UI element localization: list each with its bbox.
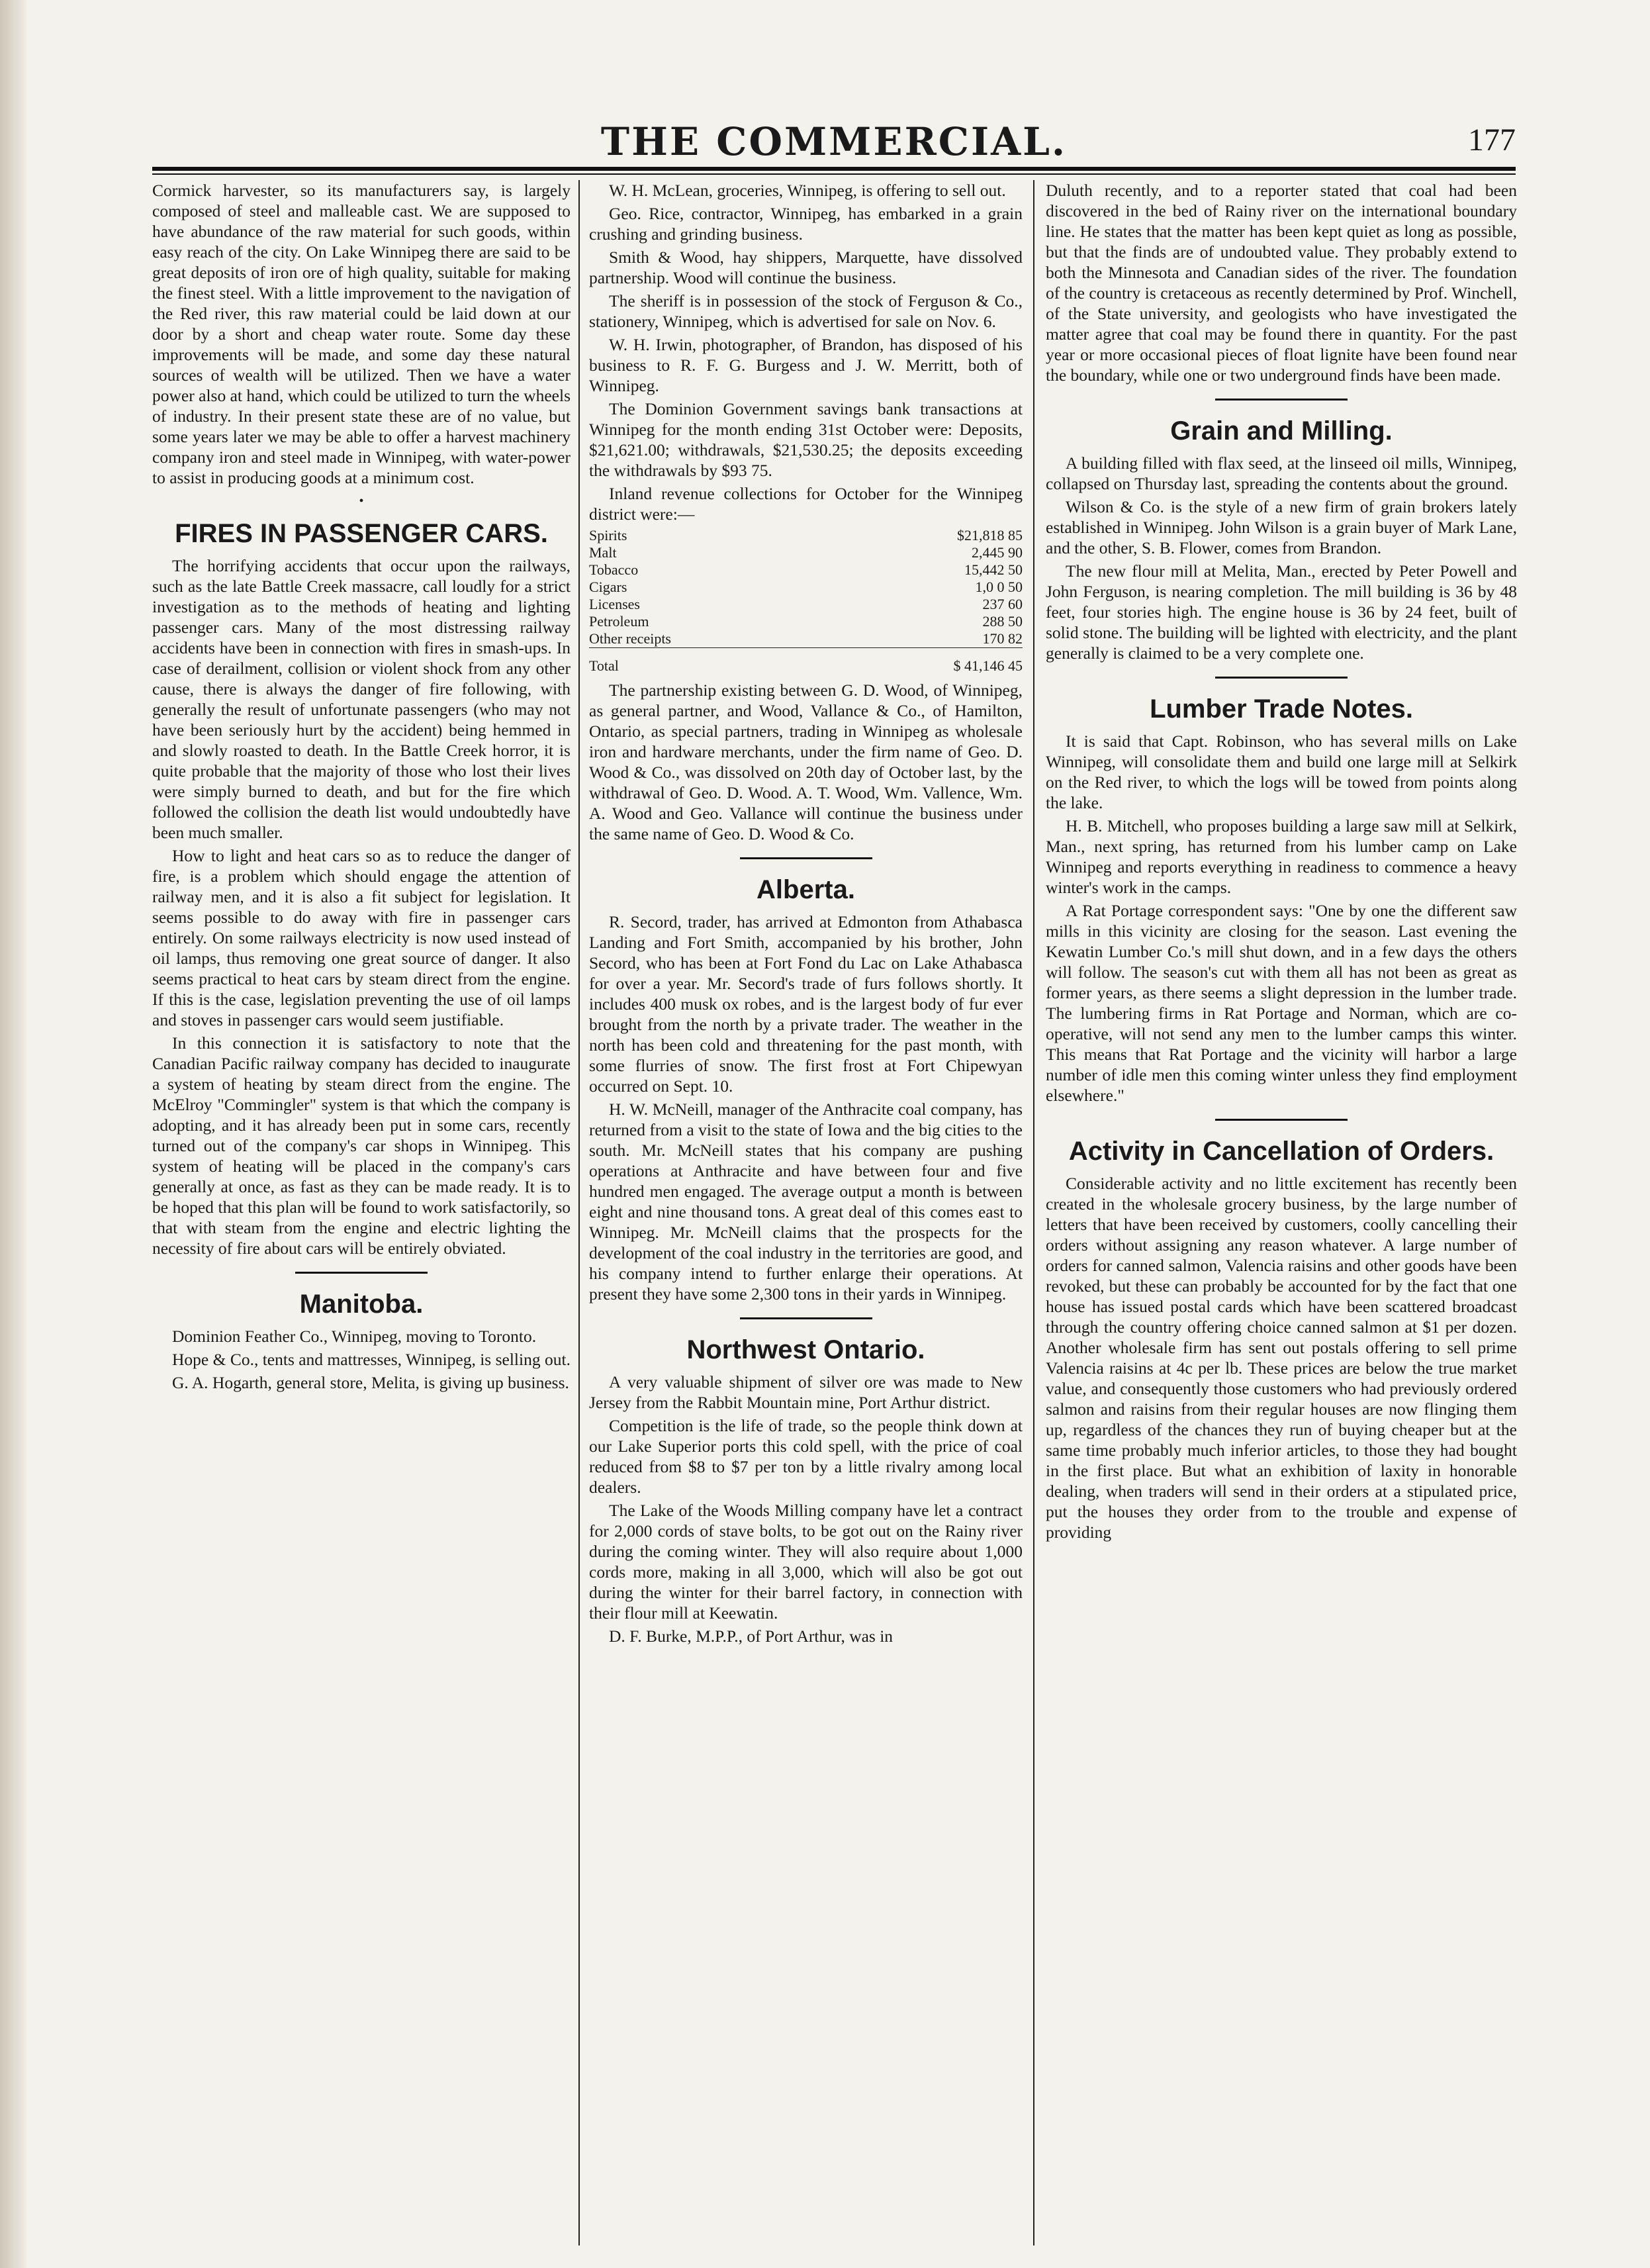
revenue-value: 2,445 90 — [972, 544, 1023, 561]
activity-paragraph-1: Considerable activity and no little excitement has recently been created in the wholesale grocery business, by the large number of letters that have been received by customers, coolly cancelling their orders without assigning any reason whatever. A large number of orders for canned salmon, Valencia raisins and other goods have been revoked, but these can probably be accounted for by the fact that one house has issued postal cards which have been scattered broadcast through the country offering choice canned salmon at $1 per dozen. Another wholesale firm has sent out postals offering to sell prime Valencia raisins at 4c per lb. These prices are below the true market value, and consequently those customers who had previously ordered salmon and raisins from their regular houses are now flinging them up, regardless of the chances they run of buying cheaper but at the same time probably much inferior articles, to those they had bought in the first place. But what an exhibition of laxity in honorable dealing, when traders will send in their orders at a stipulated price, put the houses they order from to the trouble and expense of providing — [1046, 1174, 1517, 1542]
header-rule — [152, 167, 1516, 175]
revenue-row — [589, 561, 1023, 579]
lumber-paragraph-1: It is said that Capt. Robinson, who has several mills on Lake Winnipeg, will consolidate them and build one large mill at Selkirk on the Red river, to which the logs will be towed from points along the lake. — [1046, 732, 1517, 812]
alberta-heading: Alberta. — [756, 875, 855, 904]
business-item: W. H. Irwin, photographer, of Brandon, has disposed of his business to R. F. G. Burgess and J. W. Merritt, both of Winnipeg. — [589, 335, 1023, 395]
fires-paragraph-1: The horrifying accidents that occur upon the railways, such as the late Battle Creek massacre, call loudly for a strict investigation as to the methods of heating and lighting passenger cars. Many of the most distressing railway accidents have been in connection with fires in smash-ups. In case of derailment, collision or violent shock from any other cause, there is always the danger of fire following, with generally the result of unfortunate passengers (who may not have been seriously hurt by the accident) being hemmed in and slowly roasted to death. In the Battle Creek horror, it is quite probable that the majority of those who lost their lives were simply burned to death, and but for the fire which followed the collision the death list would undoubtedly have been much smaller. — [152, 556, 571, 842]
section-divider — [589, 851, 1023, 864]
revenue-label: Cigars — [589, 579, 627, 595]
revenue-label: Licenses — [589, 596, 640, 612]
grain-paragraph-3: The new flour mill at Melita, Man., erected by Peter Powell and John Ferguson, is nearing completion. The mill building is 36 by 48 feet, four stories high. The engine house is 36 by 24 feet, built of solid stone. The building will be lighted with electricity, and the plant generally is claimed to be a very complete one. — [1046, 561, 1517, 663]
partnership-notice: The partnership existing between G. D. Wood, of Winnipeg, as general partner, and Wood, Vallance & Co., of Hamilton, Ontario, as special partners, trading in Winnipeg as wholesale iron and hardware merchants, under the firm name of Geo. D. Wood & Co., was dissolved on 20th day of October last, by the withdrawal of Geo. D. Wood. A. T. Wood, Wm. Vallence, Wm. A. Wood and Geo. Vallance will continue the business under the same name of Geo. D. Wood & Co. — [589, 681, 1023, 843]
nwo-paragraph-1: A very valuable shipment of silver ore was made to New Jersey from the Rabbit Mountain mine, Port Arthur district. — [589, 1372, 1023, 1412]
revenue-row — [589, 630, 1023, 648]
section-divider — [1046, 392, 1517, 405]
section-divider — [589, 1311, 1023, 1324]
column-1 — [152, 180, 571, 2245]
business-item: The Dominion Government savings bank transactions at Winnipeg for the month ending 31st October were: Deposits, $21,621.00; withdrawals, $21,530.25; the deposits exceeding the withdrawals by $93 75. — [589, 399, 1023, 480]
grain-paragraph-2: Wilson & Co. is the style of a new firm of grain brokers lately established in Winnipeg. John Wilson is a grain buyer of Mark Lane, and the other, S. B. Flower, comes from Brandon. — [1046, 497, 1517, 557]
northwest-ontario-heading: Northwest Ontario. — [686, 1335, 925, 1364]
nwo-paragraph-2: Competition is the life of trade, so the people think down at our Lake Superior ports this cold spell, with the price of coal reduced from $8 to $7 per ton by a little rivalry among local dealers. — [589, 1416, 1023, 1497]
grain-heading: Grain and Milling. — [1170, 416, 1393, 446]
revenue-label: Malt — [589, 544, 617, 561]
revenue-total-label: Total — [589, 648, 824, 675]
revenue-value: 237 60 — [982, 596, 1023, 612]
manitoba-item: Hope & Co., tents and mattresses, Winnipeg, is selling out. — [172, 1350, 571, 1369]
revenue-value: 288 50 — [982, 613, 1023, 630]
manitoba-heading: Manitoba. — [299, 1290, 424, 1319]
column-rule-2 — [1033, 180, 1034, 2245]
manitoba-item: Dominion Feather Co., Winnipeg, moving to Toronto. — [172, 1327, 537, 1346]
column-3 — [1046, 180, 1517, 2245]
revenue-label: Tobacco — [589, 561, 639, 578]
revenue-value: 15,442 50 — [964, 561, 1023, 578]
duluth-paragraph: Duluth recently, and to a reporter stated that coal had been discovered in the bed of Rainy river on the international boundary line. He states that the matter has been kept quiet as long as possible, but that the finds are of undoubted value. They probably extend to both the Minnesota and Canadian sides of the river. The foundation of the country is cretaceous as recently determined by Prof. Winchell, of the State university, and geologists who have investigated the matter agree that coal may be found there in quantity. For the past year or more occasional pieces of float lignite have been found near the boundary, while one or two underground finds have been made. — [1046, 181, 1517, 385]
fires-heading: FIRES IN PASSENGER CARS. — [175, 519, 548, 548]
alberta-paragraph-1: R. Secord, trader, has arrived at Edmonton from Athabasca Landing and Fort Smith, accompanied by his brother, John Secord, who has been at Fort Fond du Lac on Lake Athabasca for over a year. Mr. Secord's trade of furs follows shortly. It includes 400 musk ox robes, and is the largest body of fur ever brought from the north by a private trader. The weather in the north has been cold and threatening for the past month, with some flurries of snow. The first frost at Fort Chipewyan occurred on Sept. 10. — [589, 912, 1023, 1096]
page-binding-edge — [0, 0, 26, 2268]
business-item: The sheriff is in possession of the stock of Ferguson & Co., stationery, Winnipeg, which is advertised for sale on Nov. 6. — [589, 291, 1023, 331]
business-item: W. H. McLean, groceries, Winnipeg, is offering to sell out. — [609, 181, 1006, 200]
revenue-label: Spirits — [589, 527, 627, 543]
page-header — [152, 113, 1516, 164]
business-item: Inland revenue collections for October for the Winnipeg district were:— — [589, 484, 1023, 524]
page-number: 177 — [1468, 122, 1516, 158]
revenue-value: 1,0 0 50 — [975, 579, 1023, 595]
manitoba-item: G. A. Hogarth, general store, Melita, is giving up business. — [172, 1373, 569, 1392]
revenue-row — [589, 596, 1023, 613]
section-divider: • — [359, 494, 364, 508]
column-2 — [589, 180, 1023, 2245]
alberta-paragraph-2: H. W. McNeill, manager of the Anthracite coal company, has returned from a visit to the state of Iowa and the big cities to the south. Mr. McNeill states that his company are pushing operations at Anthracite and have between four and five hundred men engaged. The average output a month is between eight and nine thousand tons. A great deal of this comes east to Winnipeg. Mr. McNeill claims that the prospects for the development of the coal industry in the territories are good, and his company intend to further enlarge their operations. At present they have some 2,300 tons in their yards in Winnipeg. — [589, 1100, 1023, 1303]
grain-paragraph-1: A building filled with flax seed, at the linseed oil mills, Winnipeg, collapsed on Thursday last, spreading the contents about the ground. — [1046, 453, 1517, 493]
masthead: THE COMMERCIAL. — [600, 119, 1068, 164]
nwo-paragraph-4: D. F. Burke, M.P.P., of Port Arthur, was in — [609, 1627, 894, 1646]
lumber-paragraph-3: A Rat Portage correspondent says: "One by one the different saw mills in this vicinity are closing for the season. Last evening the Kewatin Lumber Co.'s mill shut down, and in a few days the others will follow. The season's cut with them all has not been as great as former years, as there seems a slight depression in the lumber trade. The lumbering firms in Rat Portage and Norman, which are co-operative, will not send any men to the lumber camps this winter. This means that Rat Portage and the vicinity will harbor a large number of idle men this coming winter unless they find employment elsewhere." — [1046, 901, 1517, 1105]
revenue-label: Other receipts — [589, 630, 671, 647]
revenue-row — [589, 613, 1023, 630]
lumber-paragraph-2: H. B. Mitchell, who proposes building a large saw mill at Selkirk, Man., next spring, has returned from his lumber camp on Lake Winnipeg and reports everything in readiness to commence a heavy winter's work in the camps. — [1046, 816, 1517, 897]
intro-paragraph: Cormick harvester, so its manufacturers say, is largely composed of steel and malleable cast. We are supposed to have abundance of the raw material for such goods, within easy reach of the city. On Lake Winnipeg there are said to be great deposits of iron ore of high quality, suitable for making the finest steel. With a little improvement to the navigation of the Red river, this raw material could be laid down at our door by a short and cheap water route. Some day these improvements will be made, and some day these natural sources of wealth will be utilized. Then we have a water power also at hand, which could be utilized to turn the wheels of industry. In their present state these are of no value, but some years later we may be able to offer a harvest machinery company iron and steel made in Winnipeg, with water-power to assist in producing goods at a minimum cost. — [152, 181, 571, 487]
revenue-total-value: $ 41,146 45 — [824, 648, 1023, 675]
column-rule-1 — [578, 180, 580, 2245]
revenue-value: 170 82 — [982, 630, 1023, 647]
revenue-total-row — [589, 648, 1023, 675]
business-item: Geo. Rice, contractor, Winnipeg, has embarked in a grain crushing and grinding business. — [589, 204, 1023, 244]
lumber-heading: Lumber Trade Notes. — [1150, 694, 1413, 724]
fires-paragraph-2: How to light and heat cars so as to reduce the danger of fire, is a problem which should engage the attention of railway men, and it is also a fit subject for legislation. It seems possible to do away with fire in passenger cars entirely. On some railways electricity is now used instead of oil lamps, thus removing one great source of danger. It also seems practical to heat cars by steam direct from the engine. If this is the case, legislation preventing the use of oil lamps and stoves in passenger cars would seem justifiable. — [152, 846, 571, 1029]
section-divider — [1046, 1112, 1517, 1125]
revenue-row — [589, 527, 1023, 544]
revenue-row — [589, 544, 1023, 561]
business-item: Smith & Wood, hay shippers, Marquette, have dissolved partnership. Wood will continue the business. — [589, 248, 1023, 287]
section-divider — [152, 1265, 571, 1278]
fires-paragraph-3: In this connection it is satisfactory to note that the Canadian Pacific railway company has decided to inaugurate a system of heating by steam direct from the engine. The McElroy "Commingler" system is that which the company is adopting, and it has already been put in some cars, recently turned out of the company's car shops in Winnipeg. This system of heating will be placed in the company's cars generally at once, as fast as they can be made ready. It is to be hoped that this plan will be found to work satisfactorily, so that with steam from the engine and electric lighting the necessity of fire about cars will be entirely obviated. — [152, 1033, 571, 1258]
revenue-label: Petroleum — [589, 613, 649, 630]
activity-heading: Activity in Cancellation of Orders. — [1068, 1137, 1494, 1166]
nwo-paragraph-3: The Lake of the Woods Milling company have let a contract for 2,000 cords of stave bolts, to be got out on the Rainy river during the coming winter. They will also require about 1,000 cords more, making in all 3,000, which will also be got out during the winter for their barrel factory, in connection with their flour mill at Keewatin. — [589, 1501, 1023, 1623]
revenue-value: $21,818 85 — [957, 527, 1023, 543]
revenue-row — [589, 579, 1023, 596]
revenue-table — [589, 527, 1023, 675]
section-divider — [1046, 670, 1517, 683]
